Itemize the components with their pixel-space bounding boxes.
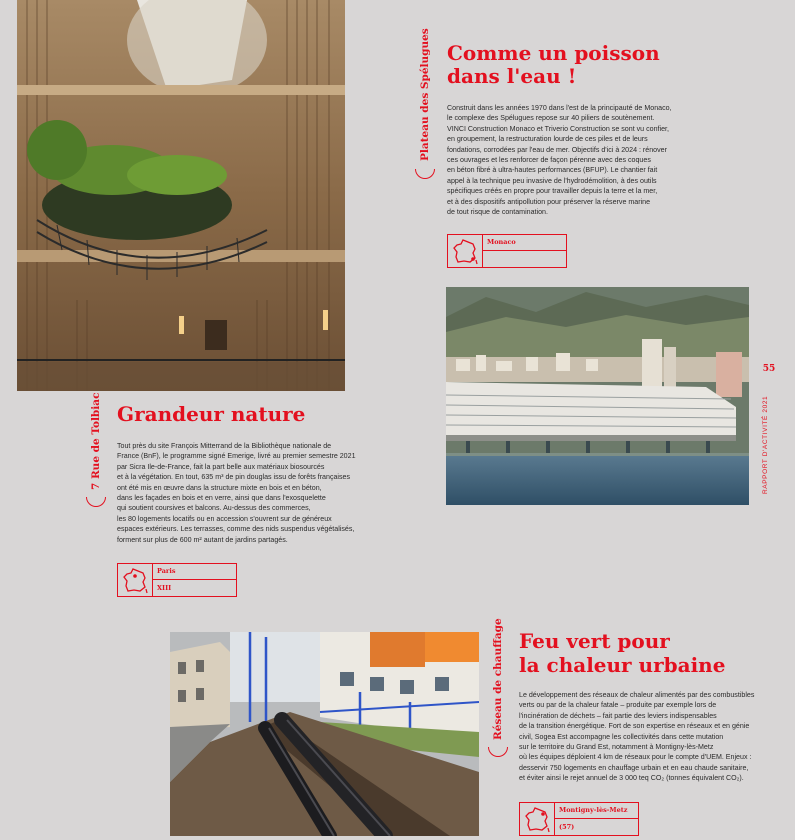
metz-body bbox=[519, 690, 781, 784]
body-line: où les équipes déploient 4 km de réseaux pour le compte d'UEM. Enjeux : bbox=[519, 753, 752, 762]
location-detail bbox=[483, 251, 566, 267]
body-line: appel à la technique peu invasive de l'hydrodémolition, à des outils bbox=[447, 176, 657, 185]
france-map-icon bbox=[118, 564, 153, 596]
france-map-icon bbox=[520, 803, 555, 835]
metz-location-box bbox=[519, 802, 639, 836]
tolbiac-vertical-tag: 7 Rue de Tolbiac bbox=[90, 392, 102, 490]
monaco-location-box bbox=[447, 234, 567, 268]
tolbiac-body bbox=[117, 441, 377, 545]
body-line: en groupement, la restructuration lourde de ces piles et de leurs bbox=[447, 135, 648, 144]
body-line: qui soutient coursives et balcons. Au-dessus des commerces, bbox=[117, 504, 311, 513]
body-line: verts ou par de la chaleur fatale – produite par exemple lors de bbox=[519, 701, 717, 710]
monaco-title-line1: Comme un poisson bbox=[447, 41, 660, 65]
body-line: les 80 logements locatifs ou en accession s'ouvrent sur de généreux bbox=[117, 514, 332, 523]
metz-title-line2: la chaleur urbaine bbox=[519, 653, 726, 677]
body-line: l'incinération de déchets – fait partie des leviers indispensables bbox=[519, 711, 717, 720]
tolbiac-location-box bbox=[117, 563, 237, 597]
body-line: sur le territoire du Grand Est, notamment à Montigny-lès-Metz bbox=[519, 743, 714, 752]
body-line: et éviter ainsi le rejet annuel de 3 000 teq CO₂ (tonnes équivalent CO₂). bbox=[519, 774, 744, 783]
tolbiac-building-photo bbox=[17, 0, 345, 391]
monaco-tag-arc bbox=[415, 169, 435, 179]
location-detail: (57) bbox=[559, 823, 575, 831]
monaco-title-line2: dans l'eau ! bbox=[447, 64, 577, 88]
body-line: Construit dans les années 1970 dans l'est de la principauté de Monaco, bbox=[447, 104, 672, 112]
body-line: Le développement des réseaux de chaleur alimentés par des combustibles bbox=[519, 691, 755, 699]
report-label-text: RAPPORT D'ACTIVITÉ 2021 bbox=[762, 395, 769, 494]
body-line: en béton fibré à ultra-hautes performances (BFUP). Le chantier fait bbox=[447, 166, 658, 175]
body-line: ces ouvrages et les renforcer de façon pérenne avec des coques bbox=[447, 156, 651, 165]
body-line: de tout risque de contamination. bbox=[447, 208, 548, 217]
body-line: par Sicra Ile-de-France, fait la part belle aux matériaux biosourcés bbox=[117, 462, 325, 471]
body-line: de la transition énergétique. Fort de son expertise en réseaux et en génie bbox=[519, 722, 750, 731]
location-place: Montigny-lès-Metz bbox=[555, 803, 638, 819]
report-label bbox=[762, 396, 769, 494]
body-line: fondations, corrodées par l'eau de mer. Objectifs d'ici à 2024 : rénover bbox=[447, 145, 667, 154]
page-sidebar bbox=[759, 364, 779, 494]
body-line: et à des dispositifs antipollution pour préserver la réserve marine bbox=[447, 197, 651, 206]
body-line: Tout près du site François Mitterrand de la Bibliothèque nationale de bbox=[117, 442, 332, 450]
body-line: forment sur plus de 600 m² autant de jardins partagés. bbox=[117, 535, 288, 544]
body-line: desservir 750 logements en chauffage urbain et en eau chaude sanitaire, bbox=[519, 763, 749, 772]
body-line: France (BnF), le programme signé Emerige, livré au premier semestre 2021 bbox=[117, 452, 356, 461]
metz-title-line1: Feu vert pour bbox=[519, 629, 670, 653]
page-number: 55 bbox=[762, 364, 776, 374]
metz-tag-arc bbox=[488, 747, 508, 757]
location-place: Monaco bbox=[483, 235, 566, 251]
metz-vertical-tag: Réseau de chauffage bbox=[492, 618, 504, 740]
heating-network-photo bbox=[170, 632, 479, 836]
monaco-body bbox=[447, 103, 697, 217]
body-line: le complexe des Spélugues repose sur 40 piliers de soutènement. bbox=[447, 114, 655, 123]
body-line: espaces extérieurs. Les terrasses, comme des nids suspendus végétalisés, bbox=[117, 525, 355, 534]
france-map-icon bbox=[448, 235, 483, 267]
body-line: et à la végétation. En tout, 635 m³ de pin douglas issu de forêts françaises bbox=[117, 473, 351, 482]
body-line: dans les façades en bois et en verre, ainsi que dans l'exosquelette bbox=[117, 494, 326, 503]
body-line: civil, Sogea Est accompagne les collectivités dans cette mutation bbox=[519, 732, 724, 741]
location-detail: XIII bbox=[157, 584, 172, 592]
location-place: Paris bbox=[153, 564, 236, 580]
monaco-vertical-tag: Plateau des Spélugues bbox=[419, 28, 431, 161]
body-line: VINCI Construction Monaco et Triverio Construction se sont vu confier, bbox=[447, 124, 669, 133]
tolbiac-title: Grandeur nature bbox=[117, 402, 306, 426]
body-line: spécifiques créés en propre pour travailler depuis la terre et la mer, bbox=[447, 187, 658, 196]
monaco-waterfront-photo bbox=[446, 287, 749, 505]
body-line: ont été mis en œuvre dans la structure mixte en bois et en béton, bbox=[117, 483, 322, 492]
tolbiac-tag-arc bbox=[86, 497, 106, 507]
